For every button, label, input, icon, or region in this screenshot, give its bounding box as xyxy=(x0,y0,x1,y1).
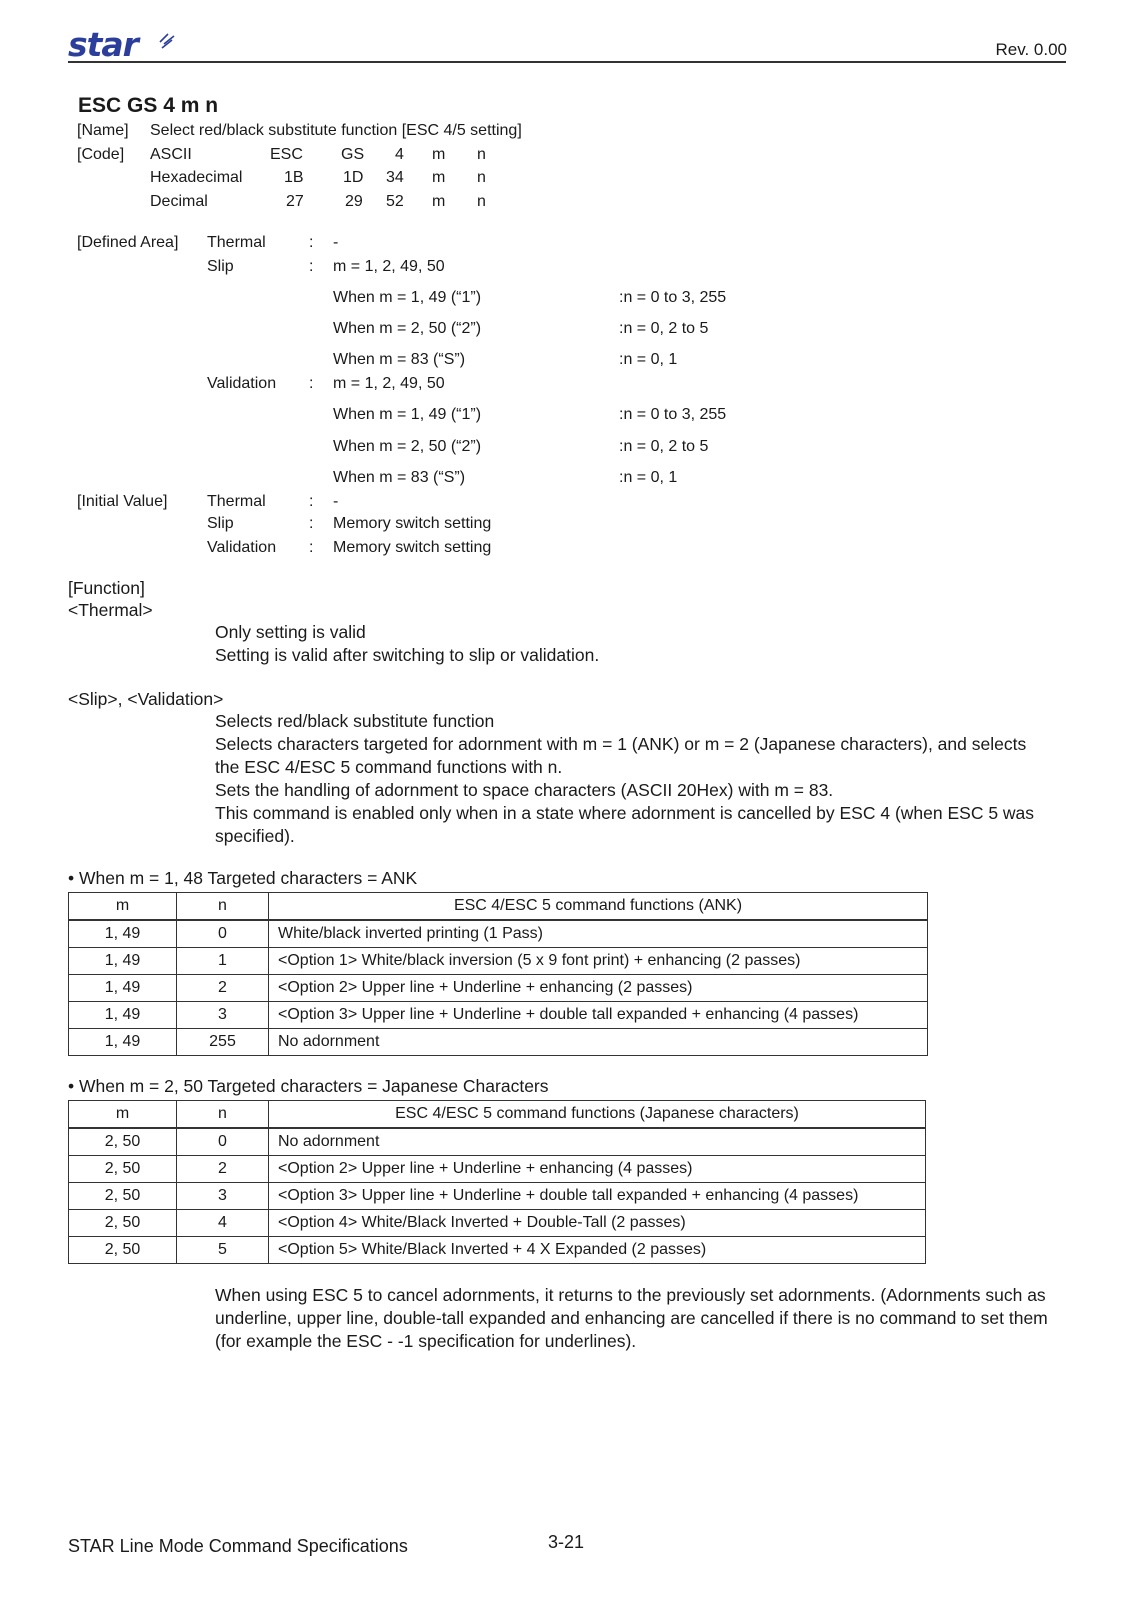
code-cell: 1D xyxy=(343,169,364,186)
initial-row-label: Validation xyxy=(207,539,277,556)
table-row xyxy=(69,1002,928,1029)
validation-case-when: When m = 2, 50 (“2”) xyxy=(333,438,482,455)
column-header-m: m xyxy=(69,893,177,921)
code-cell: n xyxy=(477,146,486,163)
cell-function: <Option 1> White/black inversion (5 x 9 font print) + enhancing (2 passes) xyxy=(269,948,928,975)
initial-row-value: Memory switch setting xyxy=(333,539,492,556)
code-cell: 1B xyxy=(284,169,304,186)
cell-m: 1, 49 xyxy=(69,1029,177,1056)
cell-n: 255 xyxy=(177,1029,269,1056)
code-cell: 29 xyxy=(345,193,363,210)
page-number: 3-21 xyxy=(548,1532,585,1552)
column-header-m: m xyxy=(69,1101,177,1129)
slip-line: Selects red/black substitute function xyxy=(215,711,495,731)
adornment-note: When using ESC 5 to cancel adornments, it returns to the previously set adornments. (Adornments such as underline, upper line, double-tall expanded and enhancing are cancelled if there is no command to set them (for example the ESC - -1 specification for underlines). xyxy=(215,1285,1048,1351)
initial-row-value: - xyxy=(333,493,339,510)
cell-n: 1 xyxy=(177,948,269,975)
footer-title: STAR Line Mode Command Specifications xyxy=(68,1536,408,1556)
column-header-function: ESC 4/ESC 5 command functions (ANK) xyxy=(269,893,928,921)
name-value: Select red/black substitute function [ESC 4/5 setting] xyxy=(150,122,522,139)
initial-row-label: Thermal xyxy=(207,493,266,510)
colon: : xyxy=(309,258,314,275)
validation-case-when: When m = 83 (“S”) xyxy=(333,469,466,486)
slip-validation-heading: <Slip>, <Validation> xyxy=(68,689,224,709)
slip-case-when: When m = 83 (“S”) xyxy=(333,351,466,368)
cell-function: <Option 4> White/Black Inverted + Double-Tall (2 passes) xyxy=(269,1210,926,1237)
cell-n: 3 xyxy=(177,1183,269,1210)
code-cell: n xyxy=(477,193,486,210)
initial-row-label: Slip xyxy=(207,515,234,532)
colon: : xyxy=(309,234,314,251)
code-row-name: ASCII xyxy=(150,146,192,163)
cell-n: 0 xyxy=(177,1128,269,1156)
thermal-description xyxy=(215,621,1055,667)
code-cell: m xyxy=(432,146,446,163)
cell-function: <Option 2> Upper line + Underline + enhancing (2 passes) xyxy=(269,975,928,1002)
table-row xyxy=(69,1183,926,1210)
colon: : xyxy=(309,375,314,392)
table-header-row xyxy=(69,1101,926,1129)
code-cell: 52 xyxy=(386,193,404,210)
cell-m: 2, 50 xyxy=(69,1156,177,1183)
slip-case-range: :n = 0 to 3, 255 xyxy=(619,289,727,306)
defined-validation-label: Validation xyxy=(207,375,277,392)
cell-function: <Option 5> White/Black Inverted + 4 X Expanded (2 passes) xyxy=(269,1237,926,1264)
colon: : xyxy=(309,539,314,556)
slip-case-range: :n = 0, 2 to 5 xyxy=(619,320,709,337)
cell-function: White/black inverted printing (1 Pass) xyxy=(269,920,928,948)
slip-case-range: :n = 0, 1 xyxy=(619,351,678,368)
initial-value-label: [Initial Value] xyxy=(77,493,168,510)
japanese-table xyxy=(68,1100,926,1264)
table-row xyxy=(69,1029,928,1056)
cell-m: 2, 50 xyxy=(69,1183,177,1210)
cell-n: 5 xyxy=(177,1237,269,1264)
slip-case-when: When m = 2, 50 (“2”) xyxy=(333,320,482,337)
defined-area-label: [Defined Area] xyxy=(77,234,179,251)
function-label: [Function] xyxy=(68,578,145,598)
cell-n: 3 xyxy=(177,1002,269,1029)
cell-m: 1, 49 xyxy=(69,948,177,975)
column-header-function: ESC 4/ESC 5 command functions (Japanese characters) xyxy=(269,1101,926,1129)
defined-slip-value: m = 1, 2, 49, 50 xyxy=(333,258,445,275)
slip-validation-description xyxy=(215,710,1055,848)
code-cell: m xyxy=(432,169,446,186)
star-logo-icon xyxy=(158,32,176,50)
slip-line: Sets the handling of adornment to space characters (ASCII 20Hex) with m = 83. xyxy=(215,780,834,800)
initial-row-value: Memory switch setting xyxy=(333,515,492,532)
thermal-line: Only setting is valid xyxy=(215,622,366,642)
cell-n: 0 xyxy=(177,920,269,948)
code-label: [Code] xyxy=(77,146,125,163)
slip-line: This command is enabled only when in a state where adornment is cancelled by ESC 4 (when ESC 5 was specified). xyxy=(215,803,1035,846)
code-cell: 27 xyxy=(286,193,304,210)
page-title: ESC GS 4 m n xyxy=(78,94,219,117)
cell-n: 2 xyxy=(177,1156,269,1183)
colon: : xyxy=(309,493,314,510)
validation-case-when: When m = 1, 49 (“1”) xyxy=(333,406,482,423)
table-ank-caption: • When m = 1, 48 Targeted characters = ANK xyxy=(68,868,418,888)
cell-function: No adornment xyxy=(269,1029,928,1056)
cell-m: 1, 49 xyxy=(69,920,177,948)
table-row xyxy=(69,1156,926,1183)
defined-validation-value: m = 1, 2, 49, 50 xyxy=(333,375,445,392)
validation-case-range: :n = 0, 2 to 5 xyxy=(619,438,709,455)
table-row xyxy=(69,948,928,975)
ank-table xyxy=(68,892,928,1056)
code-cell: m xyxy=(432,193,446,210)
cell-m: 2, 50 xyxy=(69,1237,177,1264)
revision-label: Rev. 0.00 xyxy=(995,40,1067,59)
column-header-n: n xyxy=(177,1101,269,1129)
validation-case-range: :n = 0 to 3, 255 xyxy=(619,406,727,423)
slip-line: Selects characters targeted for adornment with m = 1 (ANK) or m = 2 (Japanese characters), and selects the ESC 4/ESC 5 command functions with n. xyxy=(215,734,1027,777)
code-row-name: Hexadecimal xyxy=(150,169,243,186)
thermal-heading: <Thermal> xyxy=(68,600,153,620)
colon: : xyxy=(309,515,314,532)
table-row xyxy=(69,920,928,948)
code-cell: 4 xyxy=(395,146,404,163)
defined-slip-label: Slip xyxy=(207,258,234,275)
cell-function: <Option 3> Upper line + Underline + double tall expanded + enhancing (4 passes) xyxy=(269,1183,926,1210)
cell-m: 1, 49 xyxy=(69,1002,177,1029)
header-rule xyxy=(68,61,1066,63)
code-cell: ESC xyxy=(270,146,303,163)
defined-thermal-label: Thermal xyxy=(207,234,266,251)
table-jp-caption: • When m = 2, 50 Targeted characters = Japanese Characters xyxy=(68,1076,549,1096)
cell-function: No adornment xyxy=(269,1128,926,1156)
cell-n: 4 xyxy=(177,1210,269,1237)
cell-n: 2 xyxy=(177,975,269,1002)
cell-m: 2, 50 xyxy=(69,1210,177,1237)
cell-m: 1, 49 xyxy=(69,975,177,1002)
code-row-name: Decimal xyxy=(150,193,208,210)
column-header-n: n xyxy=(177,893,269,921)
table-row xyxy=(69,1128,926,1156)
table-header-row xyxy=(69,893,928,921)
thermal-line: Setting is valid after switching to slip or validation. xyxy=(215,645,600,665)
code-cell: n xyxy=(477,169,486,186)
code-cell: GS xyxy=(341,146,365,163)
name-label: [Name] xyxy=(77,122,129,139)
validation-case-range: :n = 0, 1 xyxy=(619,469,678,486)
defined-thermal-value: - xyxy=(333,234,339,251)
table-row xyxy=(69,975,928,1002)
table-row xyxy=(69,1210,926,1237)
slip-case-when: When m = 1, 49 (“1”) xyxy=(333,289,482,306)
star-logo: star xyxy=(68,25,138,64)
code-cell: 34 xyxy=(386,169,404,186)
cell-function: <Option 3> Upper line + Underline + double tall expanded + enhancing (4 passes) xyxy=(269,1002,928,1029)
cell-m: 2, 50 xyxy=(69,1128,177,1156)
cell-function: <Option 2> Upper line + Underline + enhancing (4 passes) xyxy=(269,1156,926,1183)
table-row xyxy=(69,1237,926,1264)
